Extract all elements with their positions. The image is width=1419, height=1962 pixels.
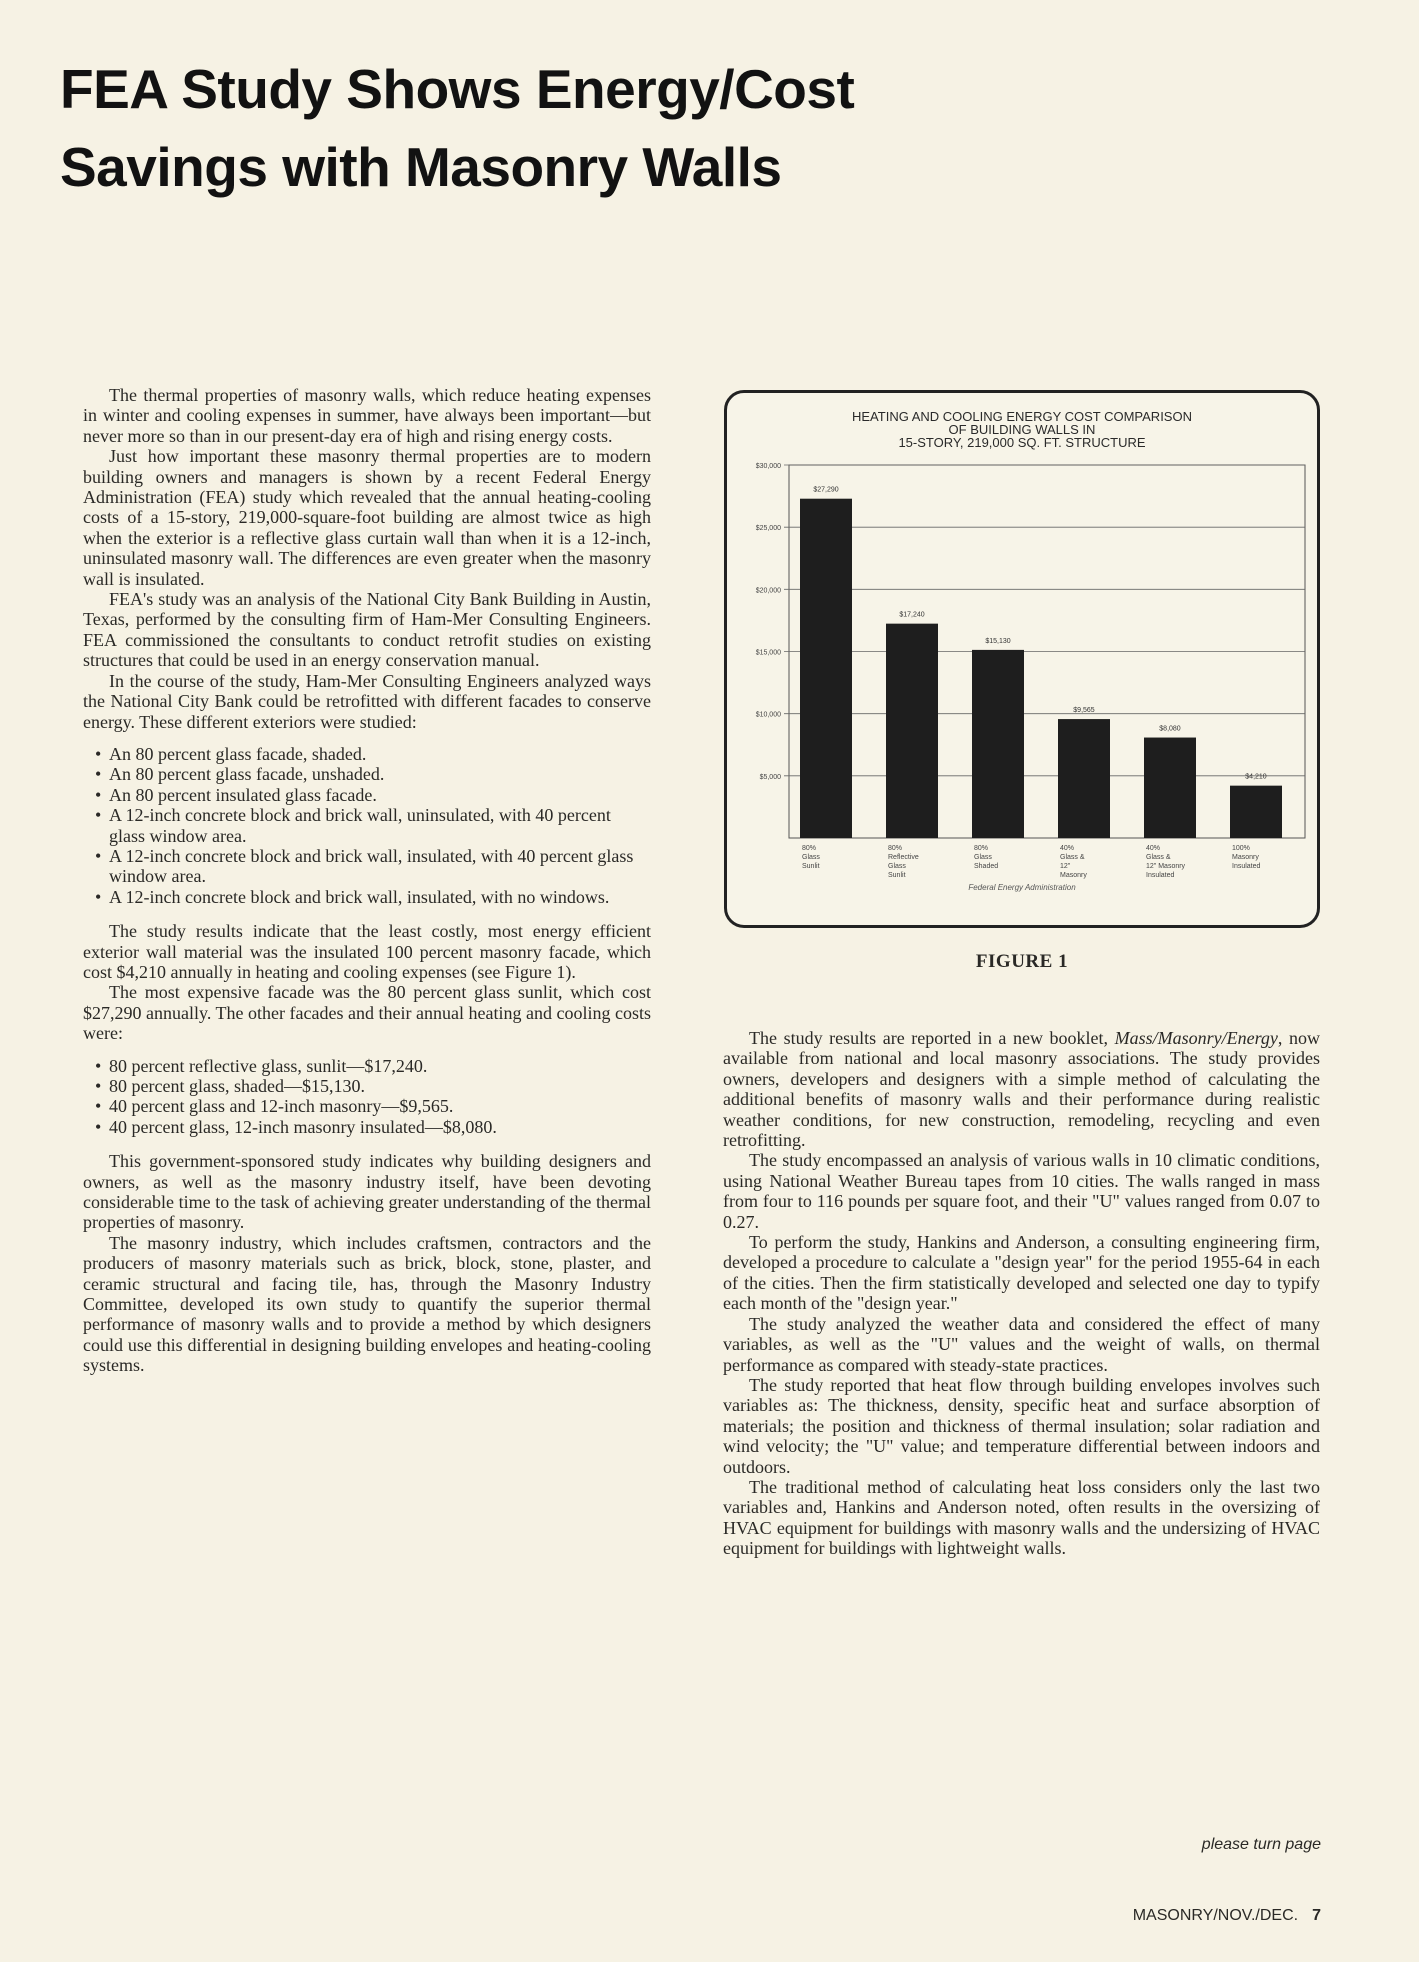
y-tick-label: $15,000 xyxy=(755,649,781,657)
chart-title-line: HEATING AND COOLING ENERGY COST COMPARISON xyxy=(852,409,1192,424)
facade-list xyxy=(83,744,651,907)
left-column xyxy=(83,385,651,1376)
bar-chart xyxy=(727,393,1317,925)
paragraph: The masonry industry, which includes craftsmen, contractors and the producers of masonry materials such as brick, block, stone, plaster, and ceramic structural and facing tile, has, through the Masonry Industry Committee, developed its own study to quantify the superior thermal performance of masonry walls and to provide a method by which designers could use this differential in designing building envelopes and heating-cooling systems. xyxy=(83,1232,651,1376)
chart-title-line: 15-STORY, 219,000 SQ. FT. STRUCTURE xyxy=(898,435,1146,450)
chart-title-line: OF BUILDING WALLS IN xyxy=(948,422,1096,437)
continued-note: please turn page xyxy=(1201,1836,1321,1853)
paragraph: The study reported that heat flow through building envelopes involves such variables as: The thickness, density, specific heat and surface absorption of materials; the position and thickness of thermal insulation; solar radiation and wind velocity; the "U" value; and temperature differential between indoors and outdoors. xyxy=(723,1374,1320,1477)
paragraph: The traditional method of calculating heat loss considers only the last two variables and, Hankins and Anderson noted, often results in the oversizing of HVAC equipment for buildings with masonry walls and the undersizing of HVAC equipment for buildings with lightweight walls. xyxy=(723,1476,1320,1559)
list-item: • A 12-inch concrete block and brick wall, uninsulated, with 40 percent glass window area. xyxy=(83,805,651,846)
paragraph: The study results indicate that the least costly, most energy efficient exterior wall material was the insulated 100 percent masonry facade, which cost $4,210 annually in heating and cooling expenses (see Figure 1). xyxy=(83,921,651,982)
article-title xyxy=(60,50,1160,206)
x-tick-label: Shaded xyxy=(974,863,999,870)
booklet-title: Mass/Masonry/Energy xyxy=(1114,1028,1278,1048)
bar xyxy=(886,624,938,838)
bar-value-label: $15,130 xyxy=(985,637,1011,645)
y-tick-label: $5,000 xyxy=(759,773,781,781)
x-tick-label: Masonry xyxy=(1232,854,1259,861)
paragraph xyxy=(723,1028,1320,1150)
bar-value-label: $8,080 xyxy=(1159,725,1181,733)
x-tick-label: 40% xyxy=(1146,845,1161,852)
list-item: • 40 percent glass, 12-inch masonry insulated—$8,080. xyxy=(83,1117,651,1137)
paragraph-text: The study results are reported in a new booklet, xyxy=(749,1028,1109,1048)
paragraph: In the course of the study, Ham-Mer Consulting Engineers analyzed ways the National City Bank could be retrofitted with different facades to conserve energy. These different exteriors were studied: xyxy=(83,670,651,732)
cost-list xyxy=(83,1056,651,1138)
bar xyxy=(972,650,1024,838)
chart-source: Federal Energy Administration xyxy=(968,883,1076,892)
paragraph: The most expensive facade was the 80 percent glass sunlit, which cost $27,290 annually. The other facades and their annual heating and cooling costs were: xyxy=(83,982,651,1044)
issue-label: MASONRY/NOV./DEC. xyxy=(1132,1907,1299,1924)
bar xyxy=(1230,786,1282,838)
bar-value-label: $9,565 xyxy=(1073,707,1095,715)
paragraph-text: , now available from national and local masonry associations. The study provides owners, developers and designers with a simple method of calculating the additional benefits of masonry walls and their performance during realistic weather conditions, for new construction, remodeling, recycling and even retrofitting. xyxy=(723,1028,1320,1151)
x-tick-label: Sunlit xyxy=(888,872,906,879)
figure-1-chart xyxy=(724,390,1320,928)
bar-value-label: $17,240 xyxy=(899,611,925,619)
x-tick-label: 80% xyxy=(802,845,817,852)
page-footer xyxy=(1133,1907,1321,1925)
x-tick-label: 12" Masonry xyxy=(1146,863,1186,870)
page-number: 7 xyxy=(1312,1907,1321,1924)
x-tick-label: Insulated xyxy=(1232,863,1261,870)
x-tick-label: 80% xyxy=(888,845,903,852)
article-title-line-1: FEA Study Shows Energy/Cost xyxy=(60,58,855,120)
list-item: • A 12-inch concrete block and brick wall, insulated, with no windows. xyxy=(83,887,651,907)
bar-value-label: $4,210 xyxy=(1245,773,1267,781)
bar xyxy=(1144,738,1196,838)
x-tick-label: Glass xyxy=(888,863,906,870)
x-tick-label: Glass xyxy=(802,854,820,861)
x-tick-label: Sunlit xyxy=(802,863,820,870)
list-item: • A 12-inch concrete block and brick wall, insulated, with 40 percent glass window area. xyxy=(83,846,651,887)
bar xyxy=(1058,719,1110,838)
paragraph: FEA's study was an analysis of the National City Bank Building in Austin, Texas, performed by the consulting firm of Ham-Mer Consulting Engineers. FEA commissioned the consultants to conduct retrofit studies on existing structures that could be used in an energy conservation manual. xyxy=(83,589,651,671)
x-tick-label: 12" xyxy=(1060,863,1071,870)
paragraph: This government-sponsored study indicates why building designers and owners, as well as the masonry industry itself, have been devoting considerable time to the task of achieving greater understanding of the thermal properties of masonry. xyxy=(83,1151,651,1233)
figure-caption: FIGURE 1 xyxy=(975,951,1069,972)
list-item: • 40 percent glass and 12-inch masonry—$9,565. xyxy=(83,1096,651,1116)
list-item: • 80 percent reflective glass, sunlit—$17,240. xyxy=(83,1056,651,1076)
y-tick-label: $10,000 xyxy=(755,711,781,719)
list-item: • An 80 percent insulated glass facade. xyxy=(83,785,651,805)
paragraph: The thermal properties of masonry walls, which reduce heating expenses in winter and cooling expenses in summer, have always been important—but never more so than in our present-day era of high and rising energy costs. xyxy=(83,385,651,446)
y-tick-label: $20,000 xyxy=(755,587,781,595)
y-tick-label: $30,000 xyxy=(755,463,781,470)
x-tick-label: Glass & xyxy=(1146,854,1171,861)
x-tick-label: 40% xyxy=(1060,845,1075,852)
list-item: • An 80 percent glass facade, shaded. xyxy=(83,744,651,764)
x-tick-label: Reflective xyxy=(888,854,919,861)
paragraph: Just how important these masonry thermal properties are to modern building owners and managers is shown by a recent Federal Energy Administration (FEA) study which revealed that the annual heating-cooling costs of a 15-story, 219,000-square-foot building are almost twice as high when the exterior is a reflective glass curtain wall than when it is a 12-inch, uninsulated masonry wall. The differences are even greater when the masonry wall is insulated. xyxy=(83,446,651,589)
right-column xyxy=(723,1028,1320,1559)
paragraph: The study encompassed an analysis of various walls in 10 climatic conditions, using National Weather Bureau tapes from 10 cities. The walls ranged in mass from four to 116 pounds per square foot, and their "U" values ranged from 0.07 to 0.27. xyxy=(723,1150,1320,1232)
list-item: • An 80 percent glass facade, unshaded. xyxy=(83,764,651,784)
x-tick-label: Glass xyxy=(974,854,992,861)
x-tick-label: Masonry xyxy=(1060,872,1087,879)
x-tick-label: 100% xyxy=(1232,845,1250,852)
paragraph: To perform the study, Hankins and Anderson, a consulting engineering firm, developed a procedure to calculate a "design year" for the period 1955-64 in each of the cities. Then the firm statistically developed and selected one day to typify each month of the "design year." xyxy=(723,1232,1320,1314)
bar-value-label: $27,290 xyxy=(813,486,839,494)
x-tick-label: Insulated xyxy=(1146,872,1175,879)
paragraph: The study analyzed the weather data and considered the effect of many variables, as well as the "U" values and the weight of walls, on thermal performance as compared with steady-state practices. xyxy=(723,1313,1320,1375)
x-tick-label: Glass & xyxy=(1060,854,1085,861)
x-tick-label: 80% xyxy=(974,845,989,852)
article-title-line-2: Savings with Masonry Walls xyxy=(60,136,782,198)
y-tick-label: $25,000 xyxy=(755,525,781,533)
list-item: • 80 percent glass, shaded—$15,130. xyxy=(83,1076,651,1096)
bar xyxy=(800,499,852,838)
